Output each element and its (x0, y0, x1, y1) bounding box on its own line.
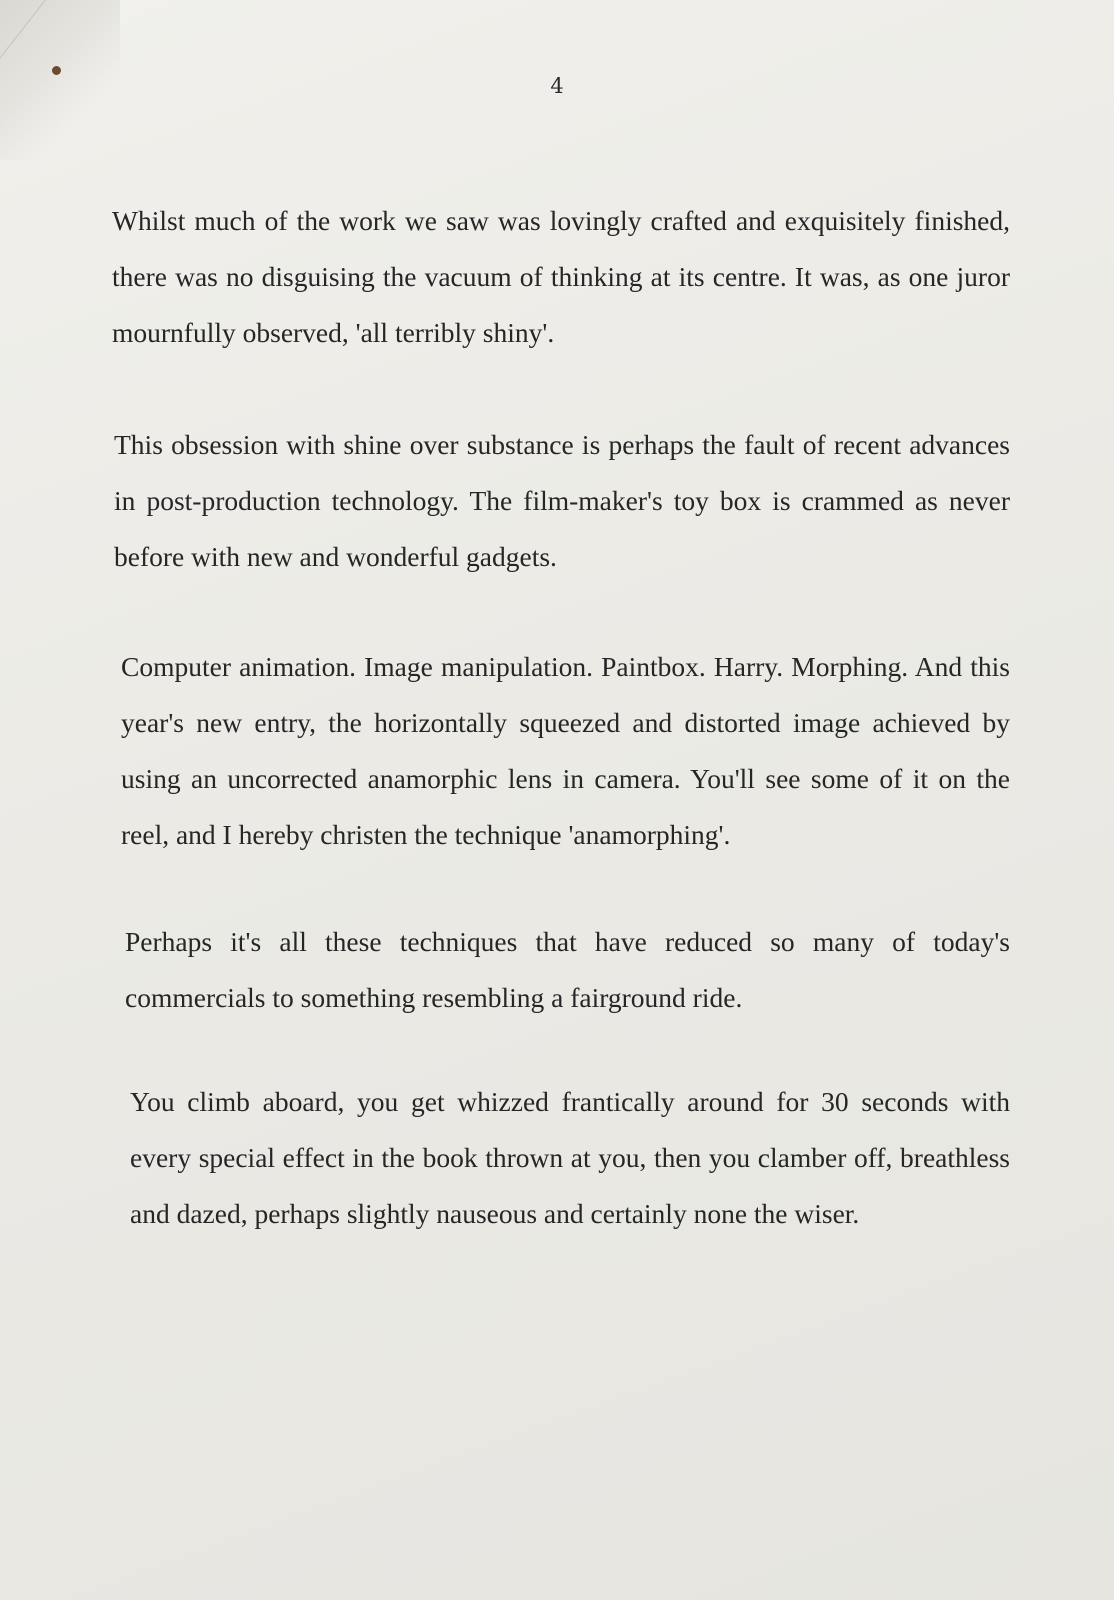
paragraph-2: This obsession with shine over substance is perhaps the fault of recent advances in post-production technology. The film-maker's toy box is crammed as never before with new and wonderful gadgets. (114, 429, 1010, 572)
paragraph-5: You climb aboard, you get whizzed frantically around for 30 seconds with every special effect in the book thrown at you, then you clamber off, breathless and dazed, perhaps slightly nauseous and certainly none the wiser. (130, 1086, 1010, 1229)
paragraph-3: Computer animation. Image manipulation. Paintbox. Harry. Morphing. And this year's new entry, the horizontally squeezed and distorted image achieved by using an uncorrected anamorphic lens in camera. You'll see some of it on the reel, and I hereby christen the technique 'anamorphing'. (121, 651, 1010, 850)
paragraph-1: Whilst much of the work we saw was lovingly crafted and exquisitely finished, there was no disguising the vacuum of thinking at its centre. It was, as one juror mournfully observed, 'all terribly shiny'. (112, 205, 1010, 348)
body-text (112, 193, 1010, 1242)
page-number: 4 (550, 74, 564, 98)
paragraph-4: Perhaps it's all these techniques that have reduced so many of today's commercials to something resembling a fairground ride. (125, 926, 1010, 1013)
